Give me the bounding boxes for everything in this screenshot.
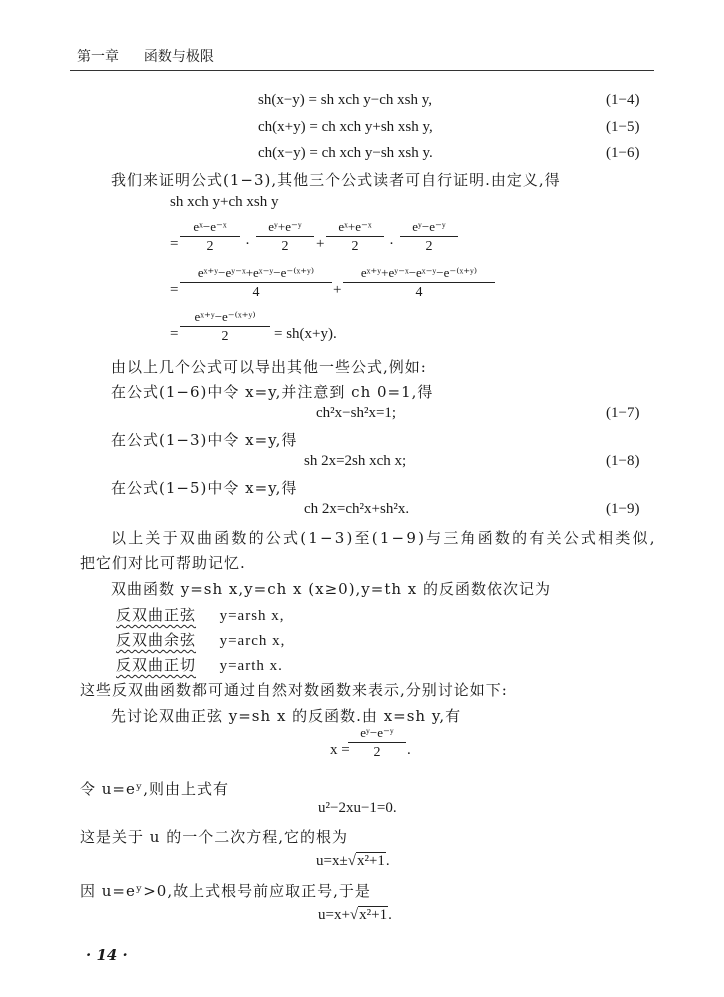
formula-1-6: ch(x−y) = ch xch y−sh xsh y. xyxy=(258,145,433,161)
fraction-denominator: 4 xyxy=(415,285,423,300)
formula-arth: y=arth x. xyxy=(219,658,283,674)
fraction-numerator: eʸ−e⁻ʸ xyxy=(348,724,406,743)
fraction xyxy=(256,218,314,257)
quadratic-equation: u²−2xu−1=0. xyxy=(318,800,397,816)
formula-1-4: sh(x−y) = sh xch y−ch xsh y, xyxy=(258,92,432,108)
roots-end: . xyxy=(385,853,390,869)
proof-line3-eq: = xyxy=(170,326,179,342)
fraction-denominator: 2 xyxy=(373,745,381,760)
inverse-note: 这些反双曲函数都可通过自然对数函数来表示,分别讨论如下: xyxy=(80,681,508,699)
x-end: . xyxy=(407,742,411,758)
running-header xyxy=(77,46,214,66)
dot-operator: · xyxy=(389,236,394,252)
term-arsh: 反双曲正弦 xyxy=(116,606,197,624)
roots-formula xyxy=(316,853,390,870)
header-rule xyxy=(70,70,654,71)
fraction-denominator: 2 xyxy=(221,329,229,344)
fraction-denominator: 2 xyxy=(281,239,289,254)
final-lhs: u=x+ xyxy=(318,907,350,923)
inverse-item xyxy=(116,629,285,650)
sqrt-sign: √ xyxy=(347,853,356,869)
substitution: 令 u=eʸ,则由上式有 xyxy=(80,780,229,798)
derived-cond-1-7: 在公式(1−6)中令 x=y,并注意到 ch 0=1,得 xyxy=(111,383,434,401)
root-intro: 这是关于 u 的一个二次方程,它的根为 xyxy=(80,828,348,846)
sqrt-sign: √ xyxy=(349,907,359,923)
arsh-intro: 先讨论双曲正弦 y=sh x 的反函数.由 x=sh y,有 xyxy=(111,707,462,725)
formula-1-5: ch(x+y) = ch xch y+sh xsh y, xyxy=(258,119,433,135)
final-radicand: x²+1 xyxy=(359,907,388,923)
fraction-denominator: 2 xyxy=(206,239,214,254)
fraction-numerator: eʸ+e⁻ʸ xyxy=(256,218,314,237)
roots-lhs: u=x± xyxy=(316,853,348,869)
proof-line1-eq: = xyxy=(170,236,179,252)
radicand: x²+1 xyxy=(356,853,385,869)
inverse-intro: 双曲函数 y=sh x,y=ch x (x≥0),y=th x 的反函数依次记为 xyxy=(111,580,552,598)
fraction xyxy=(180,264,332,303)
fraction xyxy=(348,724,406,763)
page-number: · 14 · xyxy=(86,946,128,964)
paragraph-line-2: 把它们对比可帮助记忆. xyxy=(80,554,246,572)
formula-arsh: y=arsh x, xyxy=(219,608,285,624)
x-lhs: x = xyxy=(330,742,350,758)
eq-number-1-9: (1−9) xyxy=(606,501,640,517)
sign-note: 因 u=eʸ>0,故上式根号前应取正号,于是 xyxy=(80,882,371,900)
eq-number-1-6: (1−6) xyxy=(606,145,640,161)
term-arth: 反双曲正切 xyxy=(116,656,197,674)
fraction xyxy=(326,218,384,257)
fraction-numerator: eˣ−e⁻ˣ xyxy=(180,218,240,237)
proof-intro: 我们来证明公式(1−3),其他三个公式读者可自行证明.由定义,得 xyxy=(111,171,561,189)
formula-1-9: ch 2x=ch²x+sh²x. xyxy=(304,501,410,517)
final-formula xyxy=(318,907,392,924)
formula-arch: y=arch x, xyxy=(219,633,286,649)
eq-number-1-7: (1−7) xyxy=(606,405,640,421)
eq-number-1-5: (1−5) xyxy=(606,119,640,135)
fraction-numerator: eˣ⁺ʸ+eʸ⁻ˣ−eˣ⁻ʸ−e⁻⁽ˣ⁺ʸ⁾ xyxy=(343,264,495,283)
proof-lhs: sh xch y+ch xsh y xyxy=(170,194,279,210)
chapter-title: 函数与极限 xyxy=(143,49,214,65)
fraction-denominator: 4 xyxy=(252,285,260,300)
eq-number-1-4: (1−4) xyxy=(606,92,640,108)
inverse-item xyxy=(116,654,283,675)
proof-line2-eq: = xyxy=(170,282,179,298)
formula-1-8: sh 2x=2sh xch x; xyxy=(304,453,407,469)
derived-cond-1-9: 在公式(1−5)中令 x=y,得 xyxy=(111,479,298,497)
derived-cond-1-8: 在公式(1−3)中令 x=y,得 xyxy=(111,431,298,449)
formula-1-7: ch²x−sh²x=1; xyxy=(316,405,397,421)
fraction-numerator: eˣ⁺ʸ−e⁻⁽ˣ⁺ʸ⁾ xyxy=(180,308,270,327)
inverse-item xyxy=(116,604,285,625)
dot-operator: · xyxy=(245,236,250,252)
paragraph-line-1: 以上关于双曲函数的公式(1−3)至(1−9)与三角函数的有关公式相类似, xyxy=(111,529,657,547)
term-arch: 反双曲余弦 xyxy=(116,631,197,649)
proof-result: = sh(x+y). xyxy=(274,326,337,342)
plus-operator: + xyxy=(333,282,342,298)
fraction-numerator: eʸ−e⁻ʸ xyxy=(400,218,458,237)
fraction xyxy=(180,218,240,257)
final-end: . xyxy=(388,907,392,923)
chapter-label: 第一章 xyxy=(77,49,119,65)
fraction xyxy=(343,264,495,303)
fraction xyxy=(400,218,458,257)
eq-number-1-8: (1−8) xyxy=(606,453,640,469)
fraction xyxy=(180,308,270,347)
fraction-denominator: 2 xyxy=(425,239,433,254)
fraction-denominator: 2 xyxy=(351,239,359,254)
derived-intro: 由以上几个公式可以导出其他一些公式,例如: xyxy=(111,358,427,376)
fraction-numerator: eˣ⁺ʸ−eʸ⁻ˣ+eˣ⁻ʸ−e⁻⁽ˣ⁺ʸ⁾ xyxy=(180,264,332,283)
fraction-numerator: eˣ+e⁻ˣ xyxy=(326,218,384,237)
plus-operator: + xyxy=(316,236,325,252)
